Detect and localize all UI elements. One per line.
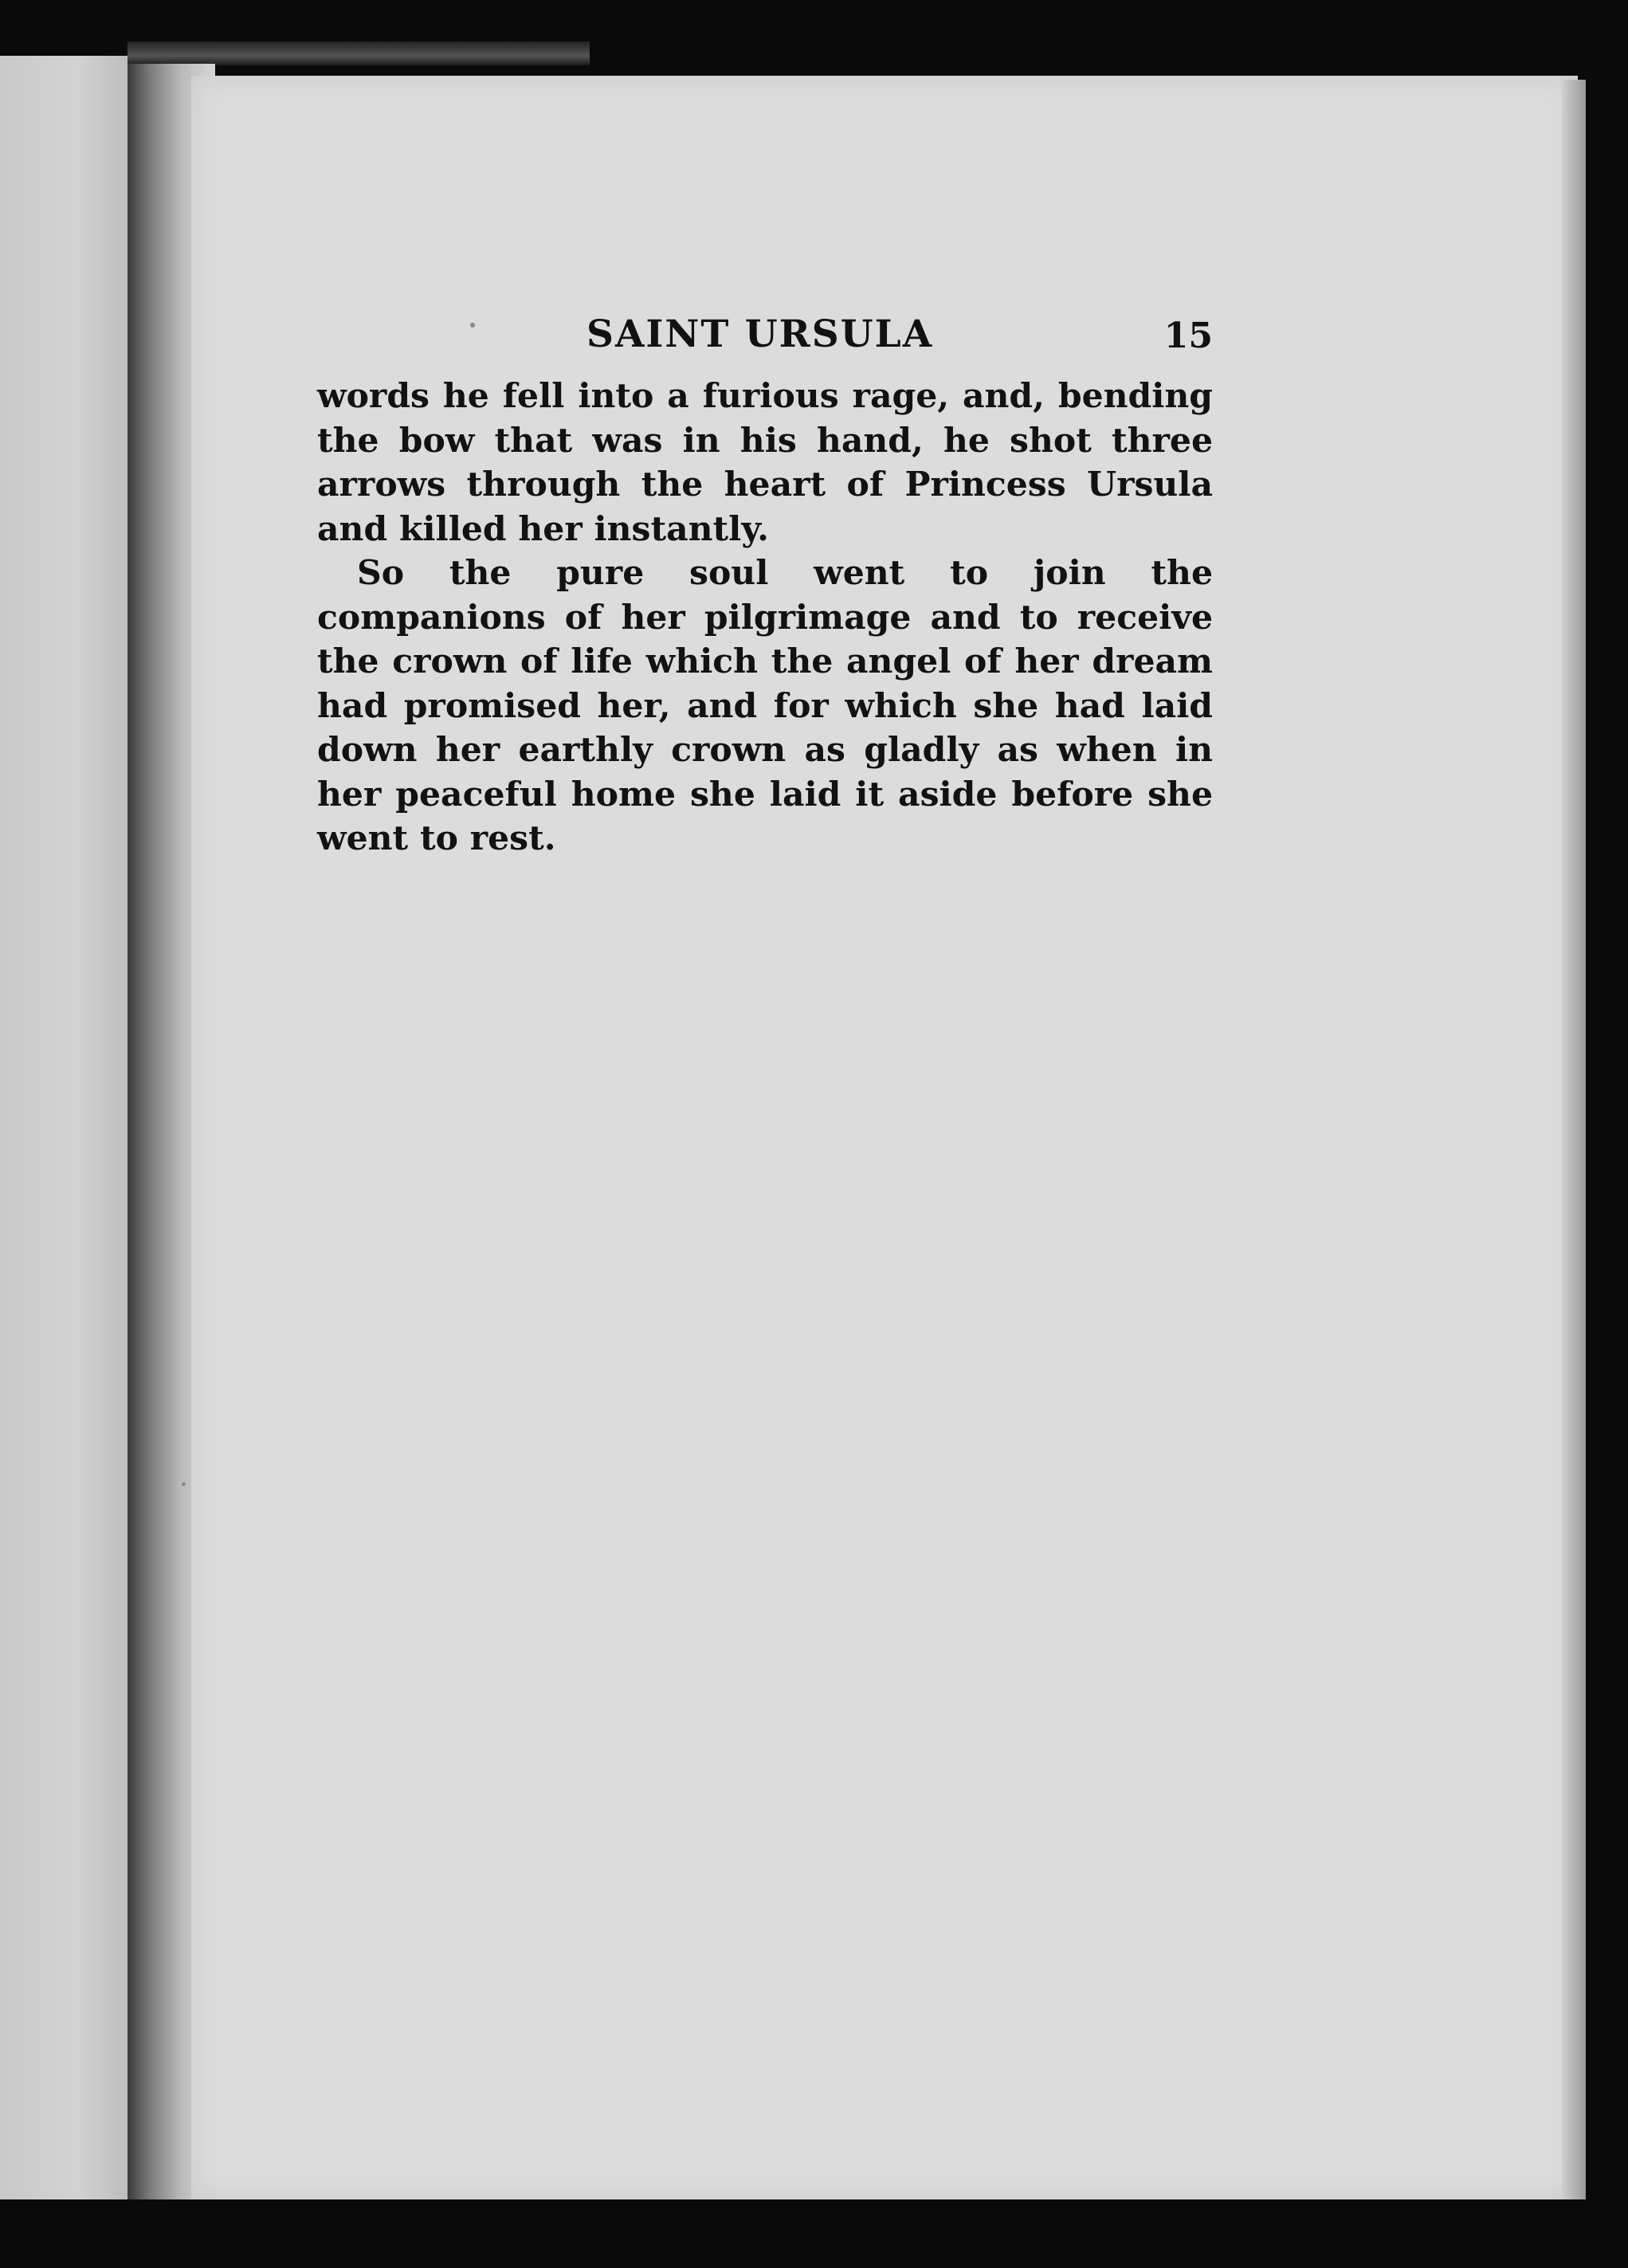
body-text [317, 375, 1213, 861]
binding-strip [127, 41, 590, 65]
running-head [317, 312, 1213, 370]
page-edge [1562, 80, 1586, 2199]
paragraph: So the pure soul went to join the companions of her pilgrimage and to receive the crown of life which the angel of her dream had promised her, and for which she had laid down her earthly crown as gladly as when in her peaceful home she laid it aside before she went to rest. [317, 553, 1213, 858]
running-head-title: SAINT URSULA [586, 312, 934, 356]
page-number: 15 [1163, 316, 1213, 356]
paragraph: words he fell into a furious rage, and, bending the bow that was in his hand, he shot three arrows through the heart of Princess Ursula and killed her instantly. [317, 376, 1213, 549]
facing-page-edge [0, 56, 127, 2199]
dust-speck [182, 1482, 186, 1486]
